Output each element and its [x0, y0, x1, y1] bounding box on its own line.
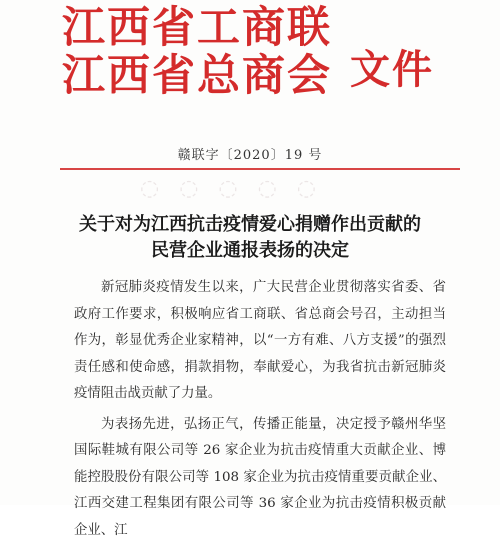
- title-line-2: 民营企业通报表扬的决定: [151, 240, 349, 261]
- document-number: 赣联字〔2020〕19 号: [177, 148, 323, 163]
- title-line-1: 关于对为江西抗击疫情爱心捐赠作出贡献的: [79, 214, 421, 235]
- document-body: [74, 275, 446, 548]
- red-divider-line: [60, 168, 460, 170]
- issuer-name-1: 江西省工商联: [62, 3, 332, 53]
- issuer-name-2: 江西省总商会: [62, 51, 332, 101]
- document-kind-label: 文件: [350, 46, 434, 93]
- document-title: [0, 212, 500, 264]
- body-paragraph-2: 为表扬先进，弘扬正气，传播正能量，决定授予赣州华坚国际鞋城有限公司等 26 家企业为抗击疫情重大贡献企业、博能控股股份有限公司等 108 家企业为抗击疫情重要贡献企业、江西交建工程集团有限公司等 36 家企业为抗击疫情积极贡献企业、江: [74, 416, 446, 538]
- body-paragraph-1: 新冠肺炎疫情发生以来，广大民营企业贯彻落实省委、省政府工作要求，积极响应省工商联、省总商会号召，主动担当作为，彰显优秀企业家精神，以“一方有难、八方支援”的强烈责任感和使命感，捐款捐物，奉献爱心，为我省抗击新冠肺炎疫情阻击战贡献了力量。: [74, 280, 446, 401]
- faint-seal-watermark: ◌◌◌◌◌: [140, 176, 336, 201]
